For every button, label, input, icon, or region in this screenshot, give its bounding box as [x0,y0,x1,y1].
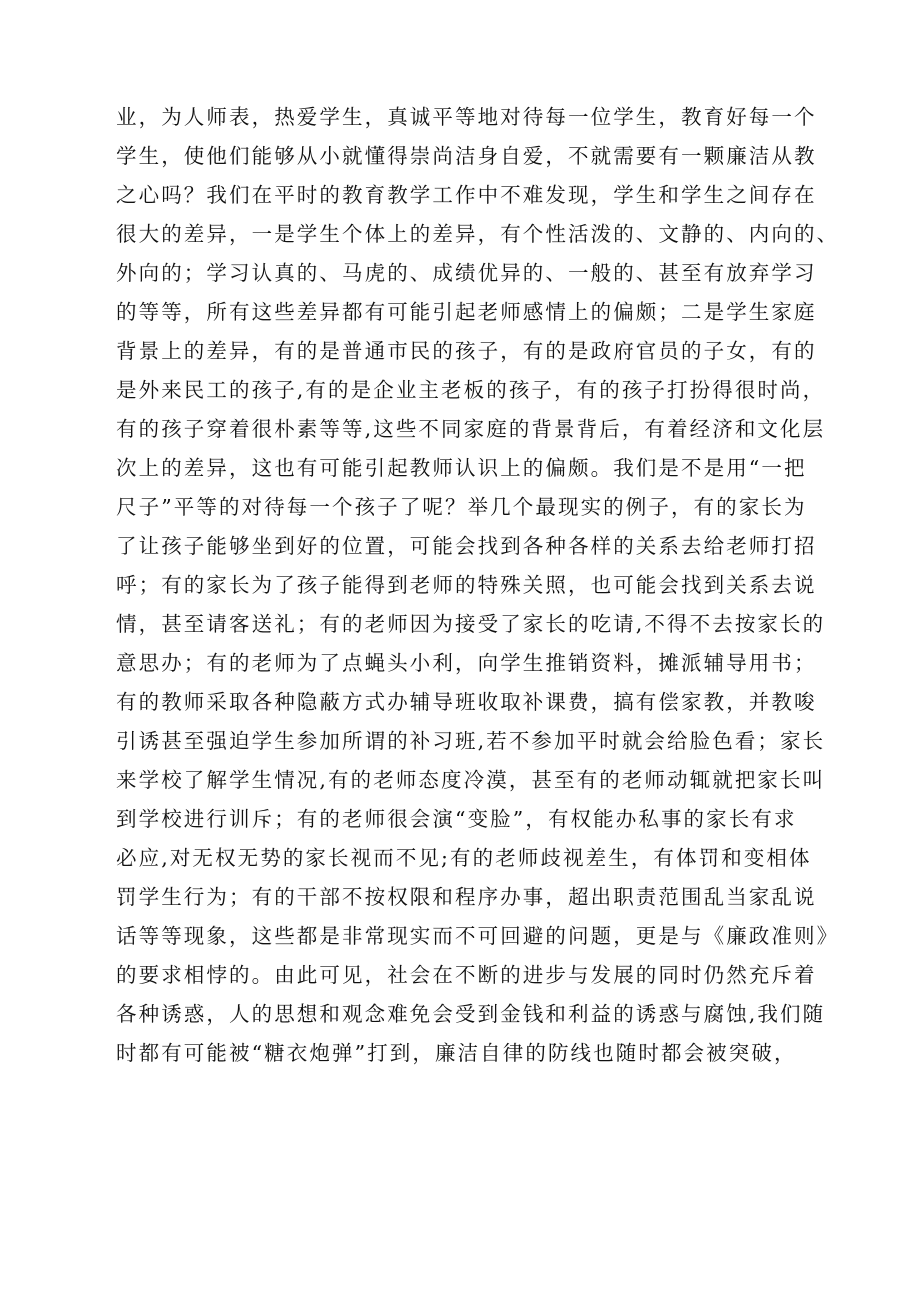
text-line: 次上的差异，这也有可能引起教师认识上的偏颇。我们是不是用“一把 [116,456,807,480]
text-line: 是外来民工的孩子,有的是企业主老板的孩子，有的孩子打扮得很时尚， [116,378,826,402]
text-line: 罚学生行为；有的干部不按权限和程序办事，超出职责范围乱当家乱说 [116,885,817,909]
text-line: 到学校进行训斥；有的老师很会演“变脸”，有权能办私事的家长有求 [116,807,797,831]
text-line: 有的孩子穿着很朴素等等,这些不同家庭的背景背后，有着经济和文化层 [116,417,826,441]
text-line: 时都有可能被“糖衣炮弹”打到，廉洁自律的防线也随时都会被突破， [116,1041,797,1065]
text-line: 很大的差异，一是学生个体上的差异，有个性活泼的、文静的、内向的、 [116,222,840,246]
text-line: 业，为人师表，热爱学生，真诚平等地对待每一位学生，教育好每一个 [116,105,817,129]
text-line: 的要求相悖的。由此可见，社会在不断的进步与发展的同时仍然充斥着 [116,963,817,987]
text-line: 意思办；有的老师为了点蝇头小利，向学生推销资料，摊派辅导用书； [116,651,817,675]
text-line: 之心吗？我们在平时的教育教学工作中不难发现，学生和学生之间存在 [116,183,817,207]
text-line: 的等等，所有这些差异都有可能引起老师感情上的偏颇；二是学生家庭 [116,300,817,324]
text-line: 来学校了解学生情况,有的老师态度冷漠，甚至有的老师动辄就把家长叫 [116,768,826,792]
text-line: 尺子”平等的对待每一个孩子了呢？举几个最现实的例子，有的家长为 [116,495,807,519]
text-line: 呼；有的家长为了孩子能得到老师的特殊关照，也可能会找到关系去说 [116,573,817,597]
text-line: 背景上的差异，有的是普通市民的孩子，有的是政府官员的子女，有的 [116,339,817,363]
text-line: 必应,对无权无势的家长视而不见;有的老师歧视差生，有体罚和变相体 [116,846,812,870]
text-line: 引诱甚至强迫学生参加所谓的补习班,若不参加平时就会给脸色看；家长 [116,729,826,753]
text-line: 外向的；学习认真的、马虎的、成绩优异的、一般的、甚至有放弃学习 [116,261,817,285]
text-line: 各种诱惑，人的思想和观念难免会受到金钱和利益的诱惑与腐蚀,我们随 [116,1002,826,1026]
body-text [116,98,846,1073]
text-line: 学生，使他们能够从小就懂得崇尚洁身自爱，不就需要有一颗廉洁从教 [116,144,817,168]
text-line: 话等等现象，这些都是非常现实而不可回避的问题，更是与《廉政准则》 [116,924,840,948]
text-line: 有的教师采取各种隐蔽方式办辅导班收取补课费，搞有偿家教，并教唆 [116,690,817,714]
text-line: 情，甚至请客送礼；有的老师因为接受了家长的吃请,不得不去按家长的 [116,612,826,636]
text-line: 了让孩子能够坐到好的位置，可能会找到各种各样的关系去给老师打招 [116,534,817,558]
